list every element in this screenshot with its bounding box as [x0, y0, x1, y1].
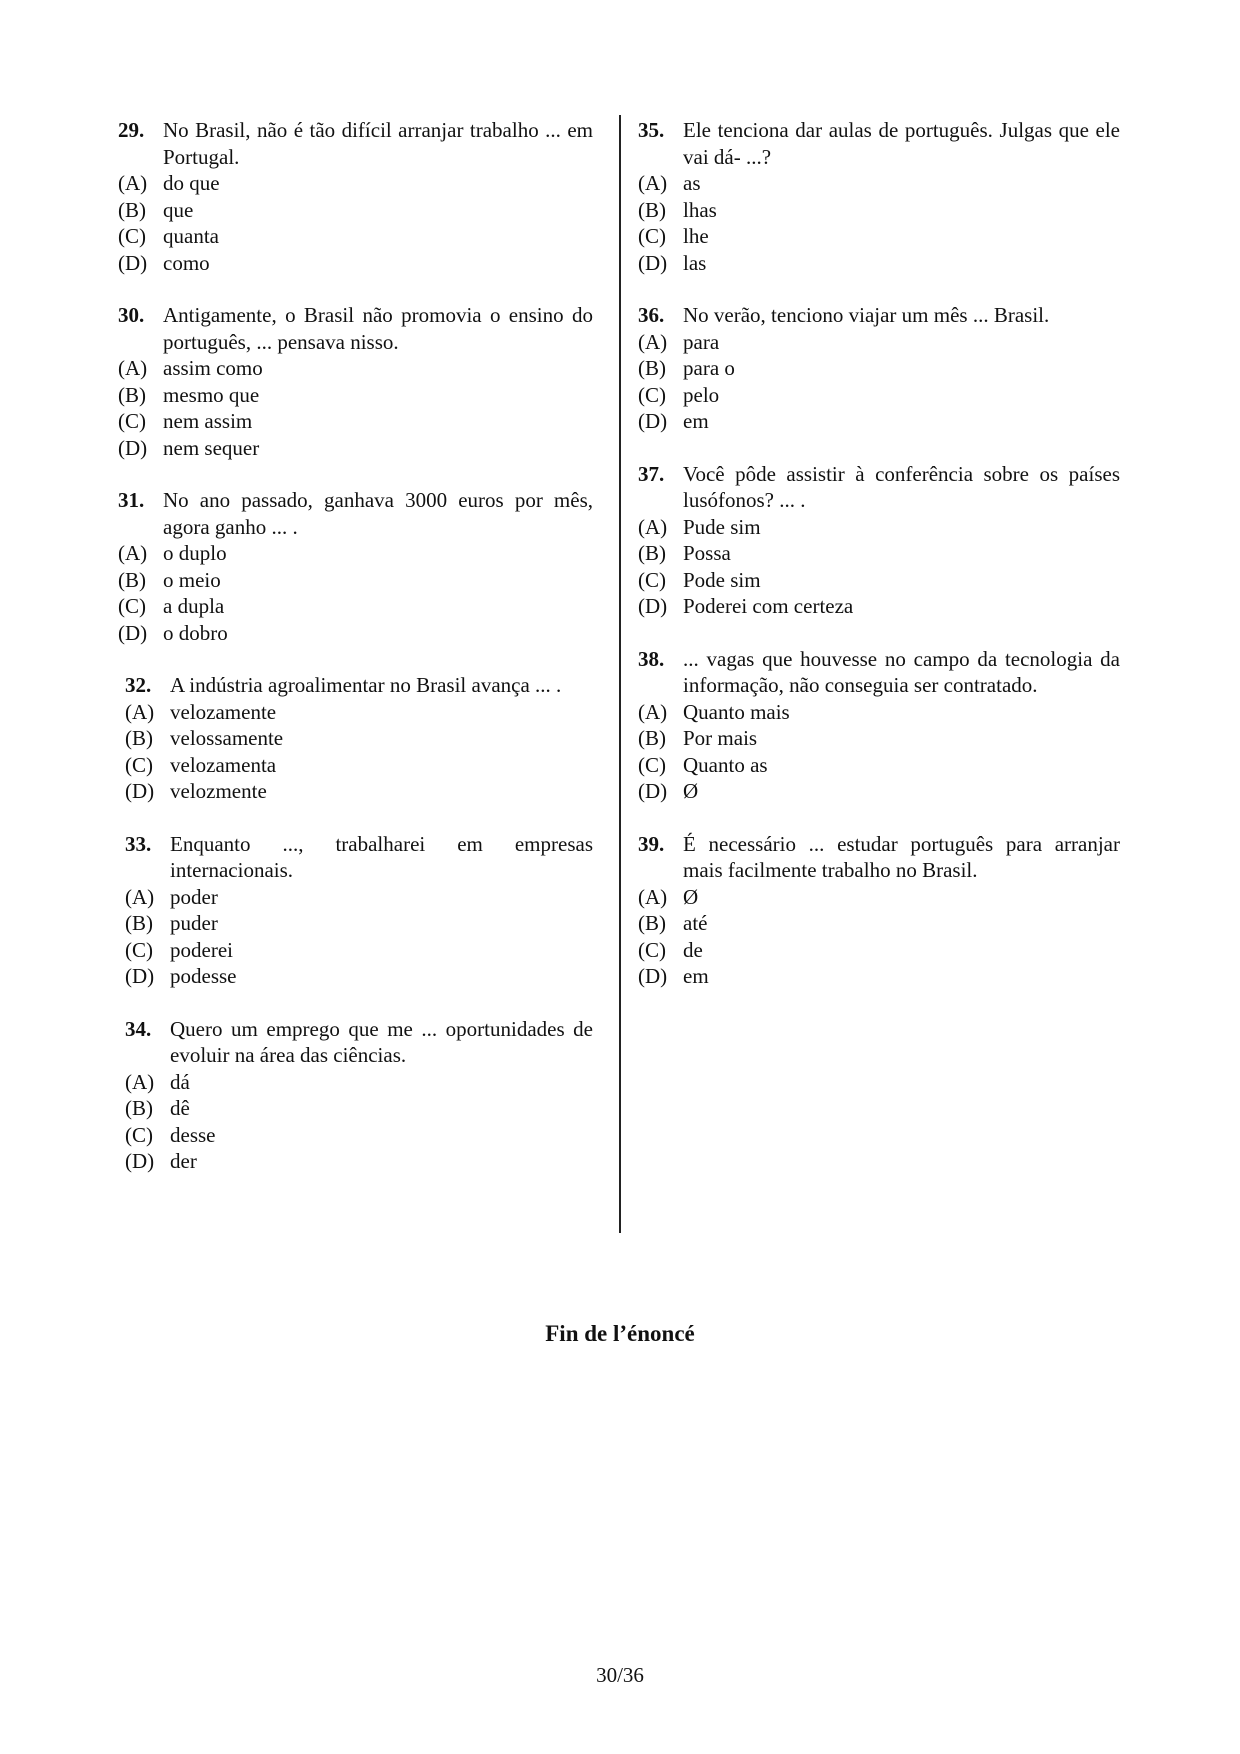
option-text: dê	[170, 1096, 190, 1120]
option-label: (B)	[118, 567, 146, 592]
question-text: É necessário ... estudar português para arranjar mais facilmente trabalho no Brasil.	[683, 831, 1120, 882]
option-label: (B)	[118, 197, 146, 222]
answer-option	[638, 778, 1120, 805]
option-label: (B)	[125, 911, 153, 935]
option-text: Possa	[683, 541, 731, 565]
question-33	[118, 831, 593, 990]
question-number: 34.	[125, 1016, 152, 1041]
answer-option	[638, 910, 1120, 937]
option-label: (A)	[125, 884, 155, 909]
option-label: (C)	[638, 224, 666, 248]
answer-option	[638, 540, 1120, 567]
answer-option	[638, 567, 1120, 594]
option-label: (C)	[125, 937, 153, 962]
option-text: pelo	[683, 382, 720, 407]
answer-option	[638, 223, 1120, 250]
option-text: as	[683, 171, 701, 195]
option-label: (D)	[118, 435, 148, 460]
option-label: (B)	[638, 911, 666, 935]
option-text: em	[683, 964, 709, 988]
answer-option	[118, 593, 593, 620]
option-text: a dupla	[163, 594, 225, 618]
option-text: Quanto mais	[683, 699, 790, 724]
option-text: Pude sim	[683, 514, 761, 539]
answer-option	[125, 1095, 593, 1122]
question-stem	[638, 461, 1120, 514]
question-38	[638, 646, 1120, 805]
option-text: lhe	[683, 224, 709, 248]
option-text: podesse	[170, 964, 237, 988]
question-34	[118, 1016, 593, 1175]
question-text: Antigamente, o Brasil não promovia o ensino do português, ... pensava nisso.	[163, 303, 593, 354]
question-text: No verão, tenciono viajar um mês ... Brasil.	[683, 303, 1050, 327]
answer-option	[118, 567, 593, 594]
question-number: 32.	[125, 673, 152, 697]
option-label: (C)	[638, 567, 666, 592]
question-stem	[638, 302, 1120, 329]
option-label: (A)	[638, 884, 668, 909]
option-label: (C)	[118, 409, 146, 433]
option-text: las	[683, 250, 707, 275]
option-text: mesmo que	[163, 382, 260, 407]
option-text: puder	[170, 911, 218, 935]
column-divider	[619, 115, 621, 1233]
option-label: (C)	[125, 752, 153, 777]
option-text: como	[163, 250, 210, 275]
option-label: (D)	[638, 779, 668, 803]
question-stem	[118, 117, 593, 170]
option-text: poderei	[170, 937, 233, 962]
option-text: poder	[170, 884, 218, 909]
answer-option	[118, 223, 593, 250]
question-36	[638, 302, 1120, 435]
question-text: Quero um emprego que me ... oportunidades de evoluir na área das ciências.	[170, 1016, 593, 1067]
question-stem	[125, 672, 593, 699]
option-text: Quanto as	[683, 752, 768, 777]
answer-option	[638, 250, 1120, 277]
answer-option	[125, 699, 593, 726]
option-text: Por mais	[683, 726, 758, 750]
answer-option	[638, 725, 1120, 752]
answer-option	[638, 593, 1120, 620]
option-label: (A)	[638, 514, 668, 539]
option-label: (A)	[118, 171, 148, 195]
question-stem	[118, 302, 593, 355]
option-label: (B)	[638, 541, 666, 565]
option-label: (C)	[125, 1122, 153, 1147]
question-30	[118, 302, 593, 461]
option-label: (C)	[638, 937, 666, 962]
option-label: (B)	[125, 1096, 153, 1120]
option-text: quanta	[163, 224, 219, 248]
option-label: (D)	[118, 620, 148, 645]
end-of-statement-title: Fin de l’énoncé	[545, 1321, 695, 1346]
option-text: velozmente	[170, 779, 267, 803]
option-text: até	[683, 911, 708, 935]
option-text: do que	[163, 171, 220, 195]
question-text: Você pôde assistir à conferência sobre os países lusófonos? ... .	[683, 461, 1120, 512]
answer-option	[125, 1122, 593, 1149]
question-text: A indústria agroalimentar no Brasil avança ... .	[170, 673, 562, 697]
option-label: (D)	[125, 1149, 155, 1173]
left-question-column	[118, 117, 593, 1201]
option-text: Pode sim	[683, 567, 761, 592]
option-label: (D)	[638, 250, 668, 275]
answer-option	[638, 355, 1120, 382]
answer-option	[118, 620, 593, 647]
answer-option	[118, 382, 593, 409]
question-stem	[638, 117, 1120, 170]
option-text: que	[163, 197, 194, 222]
answer-option	[125, 910, 593, 937]
option-label: (A)	[125, 1069, 155, 1094]
option-label: (D)	[638, 964, 668, 988]
answer-option	[118, 435, 593, 462]
question-32	[118, 672, 593, 805]
option-label: (A)	[638, 329, 668, 354]
answer-option	[125, 778, 593, 805]
answer-option	[125, 1069, 593, 1096]
answer-option	[125, 937, 593, 964]
answer-option	[118, 540, 593, 567]
option-label: (D)	[118, 250, 148, 275]
option-label: (B)	[638, 356, 666, 380]
question-stem	[638, 646, 1120, 699]
answer-option	[118, 408, 593, 435]
option-text: em	[683, 409, 709, 433]
question-stem	[125, 1016, 593, 1069]
answer-option	[638, 329, 1120, 356]
question-number: 31.	[118, 488, 145, 512]
right-question-column	[638, 117, 1120, 1016]
option-text: assim como	[163, 356, 263, 380]
answer-option	[638, 514, 1120, 541]
question-39	[638, 831, 1120, 990]
answer-option	[118, 170, 593, 197]
option-text: velossamente	[170, 726, 284, 750]
question-number: 39.	[638, 831, 665, 856]
option-label: (A)	[638, 699, 668, 724]
page-number: 30/36	[596, 1663, 644, 1687]
option-text: desse	[170, 1122, 216, 1147]
option-text: o meio	[163, 567, 221, 592]
option-label: (B)	[118, 382, 146, 407]
option-text: velozamenta	[170, 752, 277, 777]
option-label: (A)	[118, 541, 148, 565]
question-stem	[125, 831, 593, 884]
answer-option	[638, 197, 1120, 224]
option-text: Poderei com certeza	[683, 594, 854, 618]
option-text: para o	[683, 356, 735, 380]
question-29	[118, 117, 593, 276]
question-number: 33.	[125, 831, 152, 856]
option-label: (C)	[638, 752, 666, 777]
answer-option	[125, 1148, 593, 1175]
answer-option	[638, 408, 1120, 435]
option-label: (C)	[638, 382, 666, 407]
option-text: Ø	[683, 779, 699, 803]
question-number: 38.	[638, 646, 665, 671]
answer-option	[118, 355, 593, 382]
question-number: 29.	[118, 118, 145, 142]
answer-option	[638, 382, 1120, 409]
option-label: (A)	[638, 171, 668, 195]
question-stem	[118, 487, 593, 540]
option-text: nem assim	[163, 409, 253, 433]
question-number: 36.	[638, 303, 665, 327]
option-text: dá	[170, 1069, 190, 1094]
answer-option	[125, 725, 593, 752]
option-label: (B)	[125, 726, 153, 750]
answer-option	[125, 752, 593, 779]
answer-option	[118, 197, 593, 224]
answer-option	[125, 884, 593, 911]
option-label: (A)	[125, 699, 155, 724]
option-text: para	[683, 329, 720, 354]
option-text: o duplo	[163, 541, 227, 565]
question-number: 37.	[638, 461, 665, 486]
option-text: o dobro	[163, 620, 228, 645]
question-text: No ano passado, ganhava 3000 euros por mês, agora ganho ... .	[163, 488, 593, 539]
answer-option	[638, 170, 1120, 197]
question-35	[638, 117, 1120, 276]
answer-option	[638, 963, 1120, 990]
option-text: lhas	[683, 197, 717, 222]
option-text: Ø	[683, 884, 699, 909]
answer-option	[118, 250, 593, 277]
question-text: No Brasil, não é tão difícil arranjar trabalho ... em Portugal.	[163, 118, 593, 169]
option-text: der	[170, 1149, 197, 1173]
option-label: (D)	[638, 409, 668, 433]
option-label: (C)	[118, 594, 146, 618]
option-label: (C)	[118, 224, 146, 248]
option-label: (D)	[125, 964, 155, 988]
option-text: de	[683, 937, 703, 962]
answer-option	[638, 699, 1120, 726]
answer-option	[638, 884, 1120, 911]
option-label: (D)	[125, 779, 155, 803]
option-label: (B)	[638, 197, 666, 222]
question-text: Ele tenciona dar aulas de português. Julgas que ele vai dá- ...?	[683, 118, 1120, 169]
question-31	[118, 487, 593, 646]
option-label: (B)	[638, 726, 666, 750]
option-text: nem sequer	[163, 435, 260, 460]
question-37	[638, 461, 1120, 620]
option-label: (A)	[118, 356, 148, 380]
answer-option	[638, 937, 1120, 964]
option-label: (D)	[638, 594, 668, 618]
question-stem	[638, 831, 1120, 884]
answer-option	[638, 752, 1120, 779]
option-text: velozamente	[170, 699, 277, 724]
question-text: Enquanto ..., trabalharei em empresas internacionais.	[170, 831, 593, 882]
question-text: ... vagas que houvesse no campo da tecnologia da informação, não conseguia ser contratado.	[683, 646, 1120, 697]
question-number: 30.	[118, 303, 145, 327]
answer-option	[125, 963, 593, 990]
question-number: 35.	[638, 118, 665, 142]
